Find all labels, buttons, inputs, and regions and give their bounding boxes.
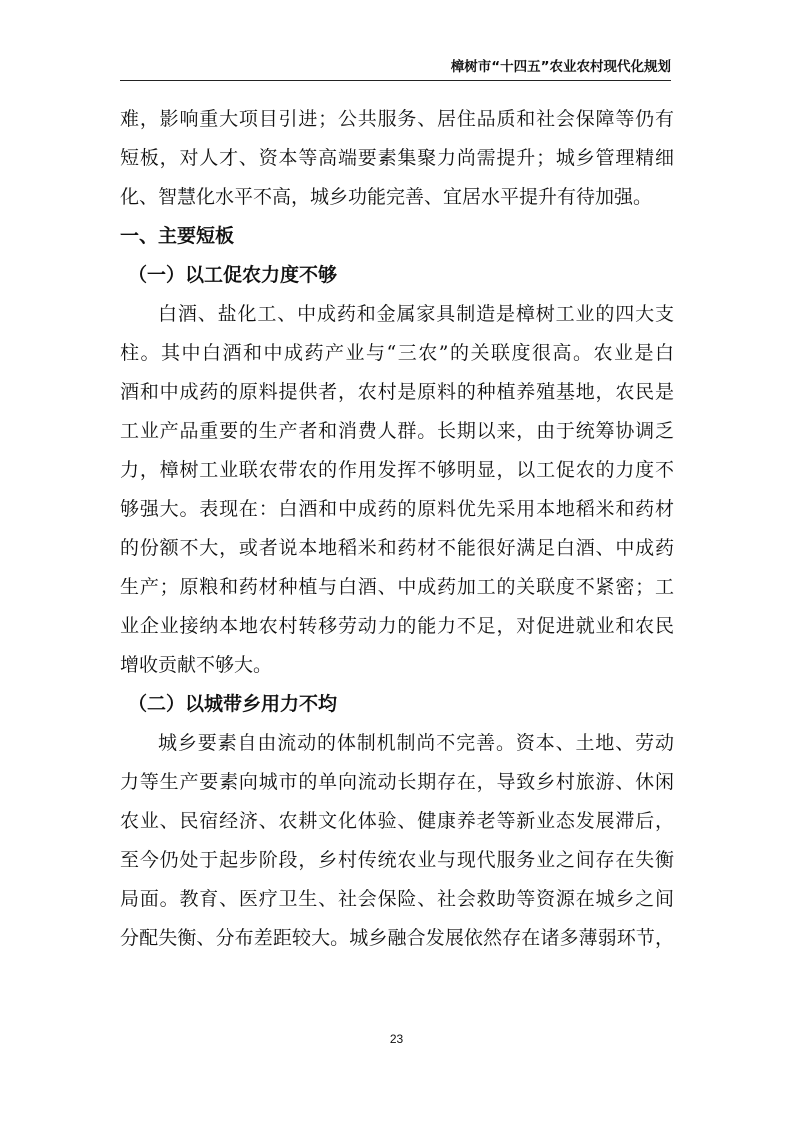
page-body: [120, 100, 674, 958]
paragraph-line: 城乡要素自由流动的体制机制尚不完善。资本、土地、劳动: [158, 732, 674, 754]
subsection-heading: （一）以工促农力度不够: [128, 264, 338, 286]
section-heading: 一、主要短板: [120, 225, 235, 247]
paragraph-line: 力等生产要素向城市的单向流动长期存在，导致乡村旅游、休闲: [120, 771, 674, 793]
paragraph-line: 至今仍处于起步阶段，乡村传统农业与现代服务业之间存在失衡: [120, 849, 674, 871]
paragraph-line: 够强大。表现在：白酒和中成药的原料优先采用本地稻米和药材: [120, 498, 674, 520]
paragraph-line: 分配失衡、分布差距较大。城乡融合发展依然存在诸多薄弱环节，: [120, 927, 674, 949]
body-line: 短板，对人才、资本等高端要素集聚力尚需提升；城乡管理精细: [120, 147, 674, 169]
header-title: 樟树市“十四五”农业农村现代化规划: [450, 59, 671, 75]
paragraph-line: 局面。教育、医疗卫生、社会保险、社会救助等资源在城乡之间: [120, 888, 674, 910]
paragraph-line: 业企业接纳本地农村转移劳动力的能力不足，对促进就业和农民: [120, 615, 674, 637]
page-number: 23: [389, 1032, 404, 1046]
paragraph-line: 农业、民宿经济、农耕文化体验、健康养老等新业态发展滞后，: [120, 810, 674, 832]
paragraph-line: 力，樟树工业联农带农的作用发挥不够明显，以工促农的力度不: [120, 459, 674, 481]
paragraph-line: 的份额不大，或者说本地稻米和药材不能很好满足白酒、中成药: [120, 537, 674, 559]
paragraph-line: 白酒、盐化工、中成药和金属家具制造是樟树工业的四大支: [158, 303, 674, 325]
running-header: [120, 58, 671, 81]
body-line: 难，影响重大项目引进；公共服务、居住品质和社会保障等仍有: [120, 108, 674, 130]
paragraph-line: 生产；原粮和药材种植与白酒、中成药加工的关联度不紧密；工: [120, 576, 674, 598]
paragraph-line: 工业产品重要的生产者和消费人群。长期以来，由于统筹协调乏: [120, 420, 674, 442]
subsection-heading: （二）以城带乡用力不均: [128, 693, 338, 715]
paragraph-line: 柱。其中白酒和中成药产业与“三农”的关联度很高。农业是白: [120, 342, 674, 364]
paragraph-line: 增收贡献不够大。: [120, 654, 273, 676]
paragraph-line: 酒和中成药的原料提供者，农村是原料的种植养殖基地，农民是: [120, 381, 674, 403]
body-line: 化、智慧化水平不高，城乡功能完善、宜居水平提升有待加强。: [120, 186, 653, 208]
